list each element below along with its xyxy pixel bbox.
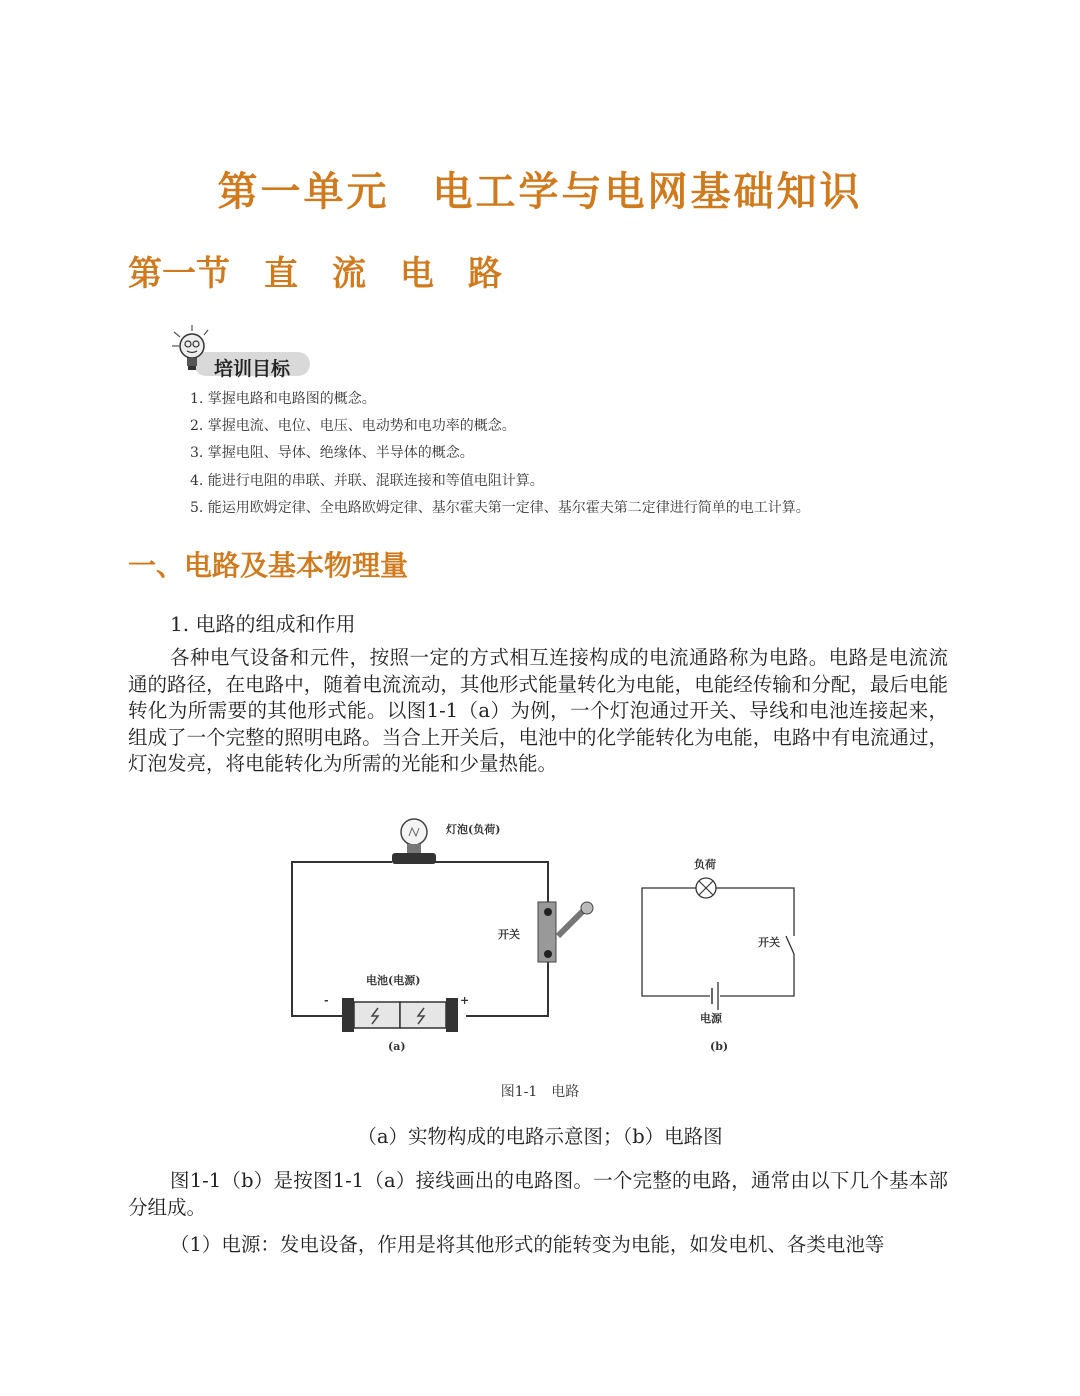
goal-item: 5. 能运用欧姆定律、全电路欧姆定律、基尔霍夫第一定律、基尔霍夫第二定律进行简单的电工计算。 [190,499,810,516]
battery-label: 电池(电源) [366,974,421,987]
figure-caption: 图1-1 电路 [500,1084,580,1100]
paragraph-circuit-diagram: 图1-1（b）是按图1-1（a）接线画出的电路图。一个完整的电路，通常由以下几个基本部分组成。 [128,1169,948,1219]
load-label: 负荷 [694,858,716,871]
figure-description: （a）实物构成的电路示意图；（b）电路图 [357,1125,723,1148]
goal-item: 1. 掌握电路和电路图的概念。 [190,391,376,407]
section-title: 第一节 直 流 电 路 [128,254,502,294]
goal-item: 2. 掌握电流、电位、电压、电动势和电功率的概念。 [190,418,516,435]
panel-a-label: (a) [388,1040,406,1053]
heading-circuit-basics: 一、电路及基本物理量 [128,549,409,582]
unit-title: 第一单元 电工学与电网基础知识 [217,169,863,215]
figure-b-schematic [642,857,794,1053]
goal-item: 3. 掌握电阻、导体、绝缘体、半导体的概念。 [190,445,474,462]
figure-a-physical-circuit [292,819,593,1053]
goals-badge-label: 培训目标 [214,358,291,380]
battery-minus-label: - [324,994,329,1007]
lamp-symbol-icon [696,878,716,898]
battery-icon [342,998,458,1032]
paragraph-circuit-definition: 各种电气设备和元件，按照一定的方式相互连接构成的电流通路称为电路。电路是电流流通的路径，在电路中，随着电流流动，其他形式能量转化为电能，电能经传输和分配，最后电能转化为所需要的其他形式能。以图1-1（a）为例，一个灯泡通过开关、导线和电池连接起来，组成了一个完整的照明电路。当合上开关后，电池中的化学能转化为电能，电路中有电流通过，灯泡发亮，将电能转化为所需的光能和少量热能。 [128,646,948,775]
switch-label-a: 开关 [498,928,520,941]
circuit-figure [280,810,820,1060]
bulb-label: 灯泡(负荷) [446,823,501,836]
switch-icon [538,902,593,962]
goal-item: 4. 能进行电阻的串联、并联、混联连接和等值电阻计算。 [190,472,544,489]
subheading-circuit-composition: 1. 电路的组成和作用 [170,612,356,636]
source-label: 电源 [700,1012,722,1025]
goals-list [190,386,810,522]
switch-label-b: 开关 [758,936,780,949]
switch-symbol-icon [786,936,794,954]
battery-symbol-icon [712,982,718,1010]
lightbulb-icon [392,819,436,864]
paragraph-power-source: （1）电源：发电设备，作用是将其他形式的能转变为电能，如发电机、各类电池等 [170,1233,885,1256]
battery-plus-label: + [460,994,470,1007]
panel-b-label: (b) [710,1040,729,1053]
